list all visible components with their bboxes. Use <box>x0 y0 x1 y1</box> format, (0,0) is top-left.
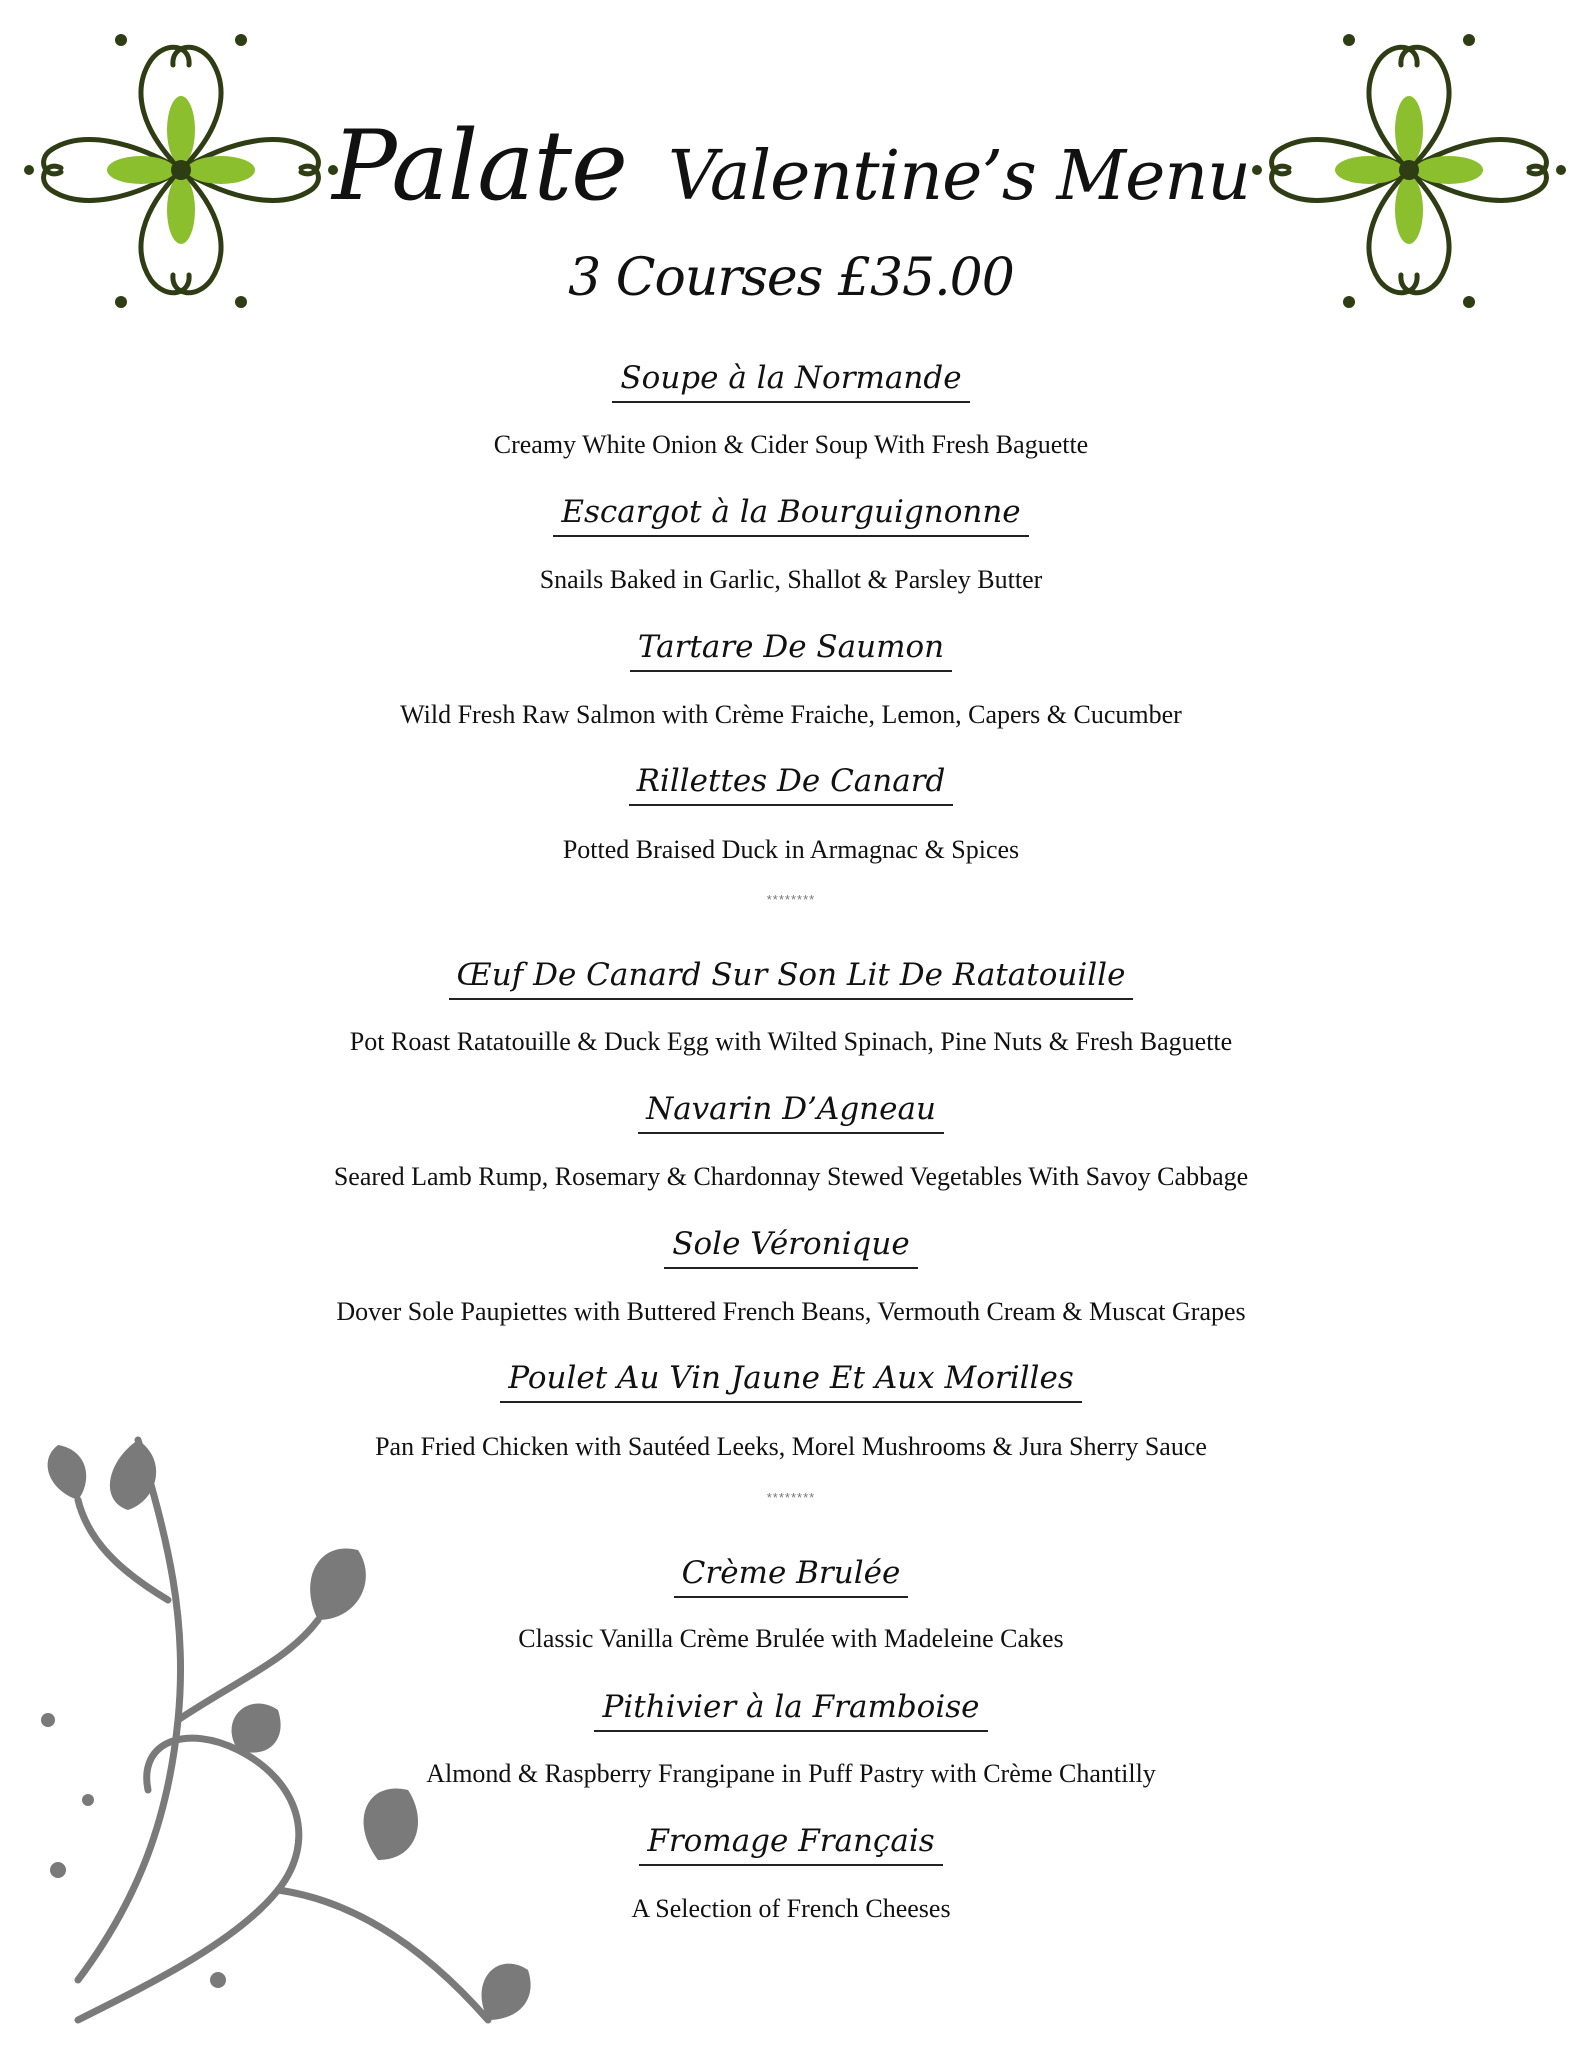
dish-description: Almond & Raspberry Frangipane in Puff Pastry with Crème Chantilly <box>426 1759 1156 1788</box>
course-separator: ******** <box>766 1490 816 1505</box>
dish-name: Rillettes De Canard <box>0 761 1582 806</box>
dish-description: Pan Fried Chicken with Sautéed Leeks, Morel Mushrooms & Jura Sherry Sauce <box>375 1432 1207 1461</box>
dish-name: Navarin D’Agneau <box>0 1089 1582 1134</box>
dish-name: Œuf De Canard Sur Son Lit De Ratatouille <box>0 955 1582 1000</box>
menu-title-row <box>0 110 1582 230</box>
dish-name: Escargot à la Bourguignonne <box>0 492 1582 537</box>
menu-title: Valentine’s Menu <box>668 137 1250 216</box>
dish-name: Tartare De Saumon <box>0 627 1582 672</box>
dish-name: Poulet Au Vin Jaune Et Aux Morilles <box>0 1358 1582 1403</box>
dish-description: Pot Roast Ratatouille & Duck Egg with Wilted Spinach, Pine Nuts & Fresh Baguette <box>349 1027 1233 1056</box>
dish-description: Wild Fresh Raw Salmon with Crème Fraiche, Lemon, Capers & Cucumber <box>400 700 1182 729</box>
dish-description: A Selection of French Cheeses <box>631 1894 951 1923</box>
dish-name: Soupe à la Normande <box>0 358 1582 403</box>
course-separator: ******** <box>766 892 816 907</box>
restaurant-name: Palate <box>332 110 627 222</box>
dish-name: Pithivier à la Framboise <box>0 1687 1582 1732</box>
dish-description: Snails Baked in Garlic, Shallot & Parsley Butter <box>539 565 1043 594</box>
dish-description: Seared Lamb Rump, Rosemary & Chardonnay Stewed Vegetables With Savoy Cabbage <box>333 1162 1249 1191</box>
price-subtitle: 3 Courses £35.00 <box>568 248 1014 308</box>
dish-name: Fromage Français <box>0 1821 1582 1866</box>
dish-description: Dover Sole Paupiettes with Buttered French Beans, Vermouth Cream & Muscat Grapes <box>336 1297 1246 1326</box>
dish-name: Sole Véronique <box>0 1224 1582 1269</box>
dish-description: Potted Braised Duck in Armagnac & Spices <box>562 835 1020 864</box>
dish-name: Crème Brulée <box>0 1553 1582 1598</box>
dish-description: Classic Vanilla Crème Brulée with Madeleine Cakes <box>518 1624 1064 1653</box>
dish-description: Creamy White Onion & Cider Soup With Fresh Baguette <box>493 430 1089 459</box>
